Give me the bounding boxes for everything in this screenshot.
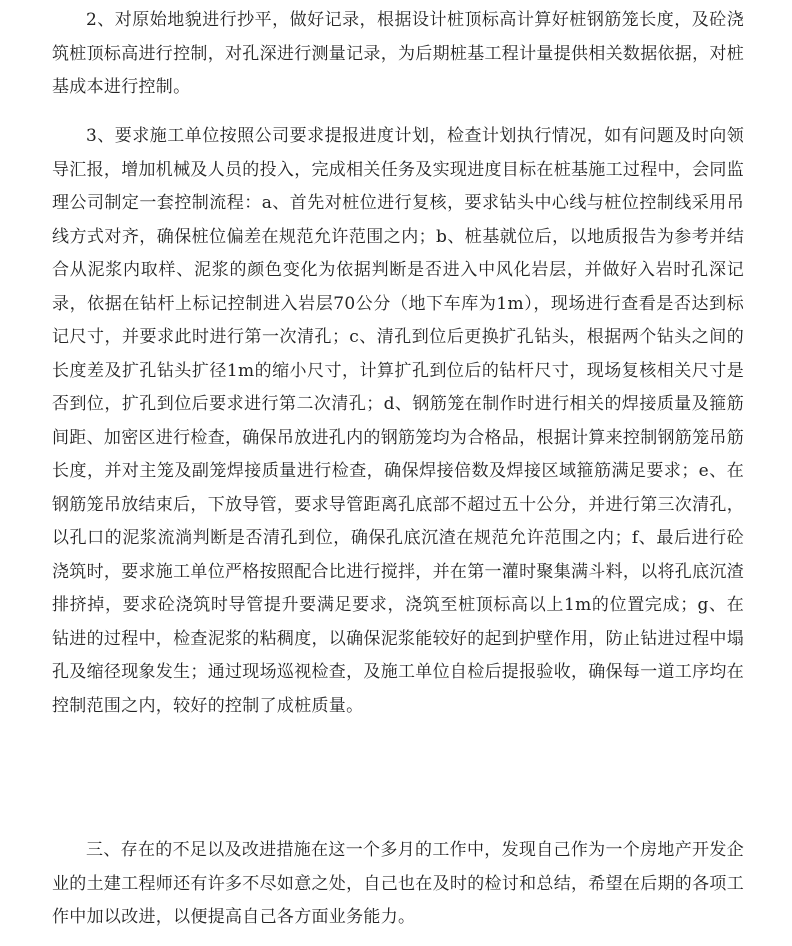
paragraph-item-2: 2、对原始地貌进行抄平，做好记录，根据设计桩顶标高计算好桩钢筋笼长度，及砼浇筑桩顶标高进行控制，对孔深进行测量记录，为后期桩基工程计量提供相关数据依据，对桩基成本进行控制。 bbox=[52, 10, 744, 97]
paragraph-section-3: 三、存在的不足以及改进措施在这一个多月的工作中，发现自己作为一个房地产开发企业的土建工程师还有许多不尽如意之处，自己也在及时的检讨和总结，希望在后期的各项工作中加以改进，以便提高自己各方面业务能力。 bbox=[52, 840, 744, 927]
paragraph-item-3: 3、要求施工单位按照公司要求提报进度计划，检查计划执行情况，如有问题及时向领导汇报，增加机械及人员的投入，完成相关任务及实现进度目标在桩基施工过程中，会同监理公司制定一套控制流程：a、首先对桩位进行复核，要求钻头中心线与桩位控制线采用吊线方式对齐，确保桩位偏差在规范允许范围之内；b、桩基就位后，以地质报告为参考并结合从泥浆内取样、泥浆的颜色变化为依据判断是否进入中风化岩层，并做好入岩时孔深记录，依据在钻杆上标记控制进入岩层70公分（地下车库为1m），现场进行查看是否达到标记尺寸，并要求此时进行第一次清孔；c、清孔到位后更换扩孔钻头，根据两个钻头之间的长度差及扩孔钻头扩径1m的缩小尺寸，计算扩孔到位后的钻杆尺寸，现场复核相关尺寸是否到位，扩孔到位后要求进行第二次清孔；d、钢筋笼在制作时进行相关的焊接质量及箍筋间距、加密区进行检查，确保吊放进孔内的钢筋笼均为合格品，根据计算来控制钢筋笼吊筋长度，并对主笼及副笼焊接质量进行检查，确保焊接倍数及焊接区域箍筋满足要求；e、在钢筋笼吊放结束后，下放导管，要求导管距离孔底部不超过五十公分，并进行第三次清孔，以孔口的泥浆流淌判断是否清孔到位，确保孔底沉渣在规范允许范围之内；f、最后进行砼浇筑时，要求施工单位严格按照配合比进行搅拌，并在第一灌时聚集满斗料，以将孔底沉渣排挤掉，要求砼浇筑时导管提升要满足要求，浇筑至桩顶标高以上1m的位置完成；g、在钻进的过程中，检查泥浆的粘稠度，以确保泥浆能较好的起到护壁作用，防止钻进过程中塌孔及缩径现象发生；通过现场巡视检查，及施工单位自检后提报验收，确保每一道工序均在控制范围之内，较好的控制了成桩质量。 bbox=[52, 126, 744, 716]
